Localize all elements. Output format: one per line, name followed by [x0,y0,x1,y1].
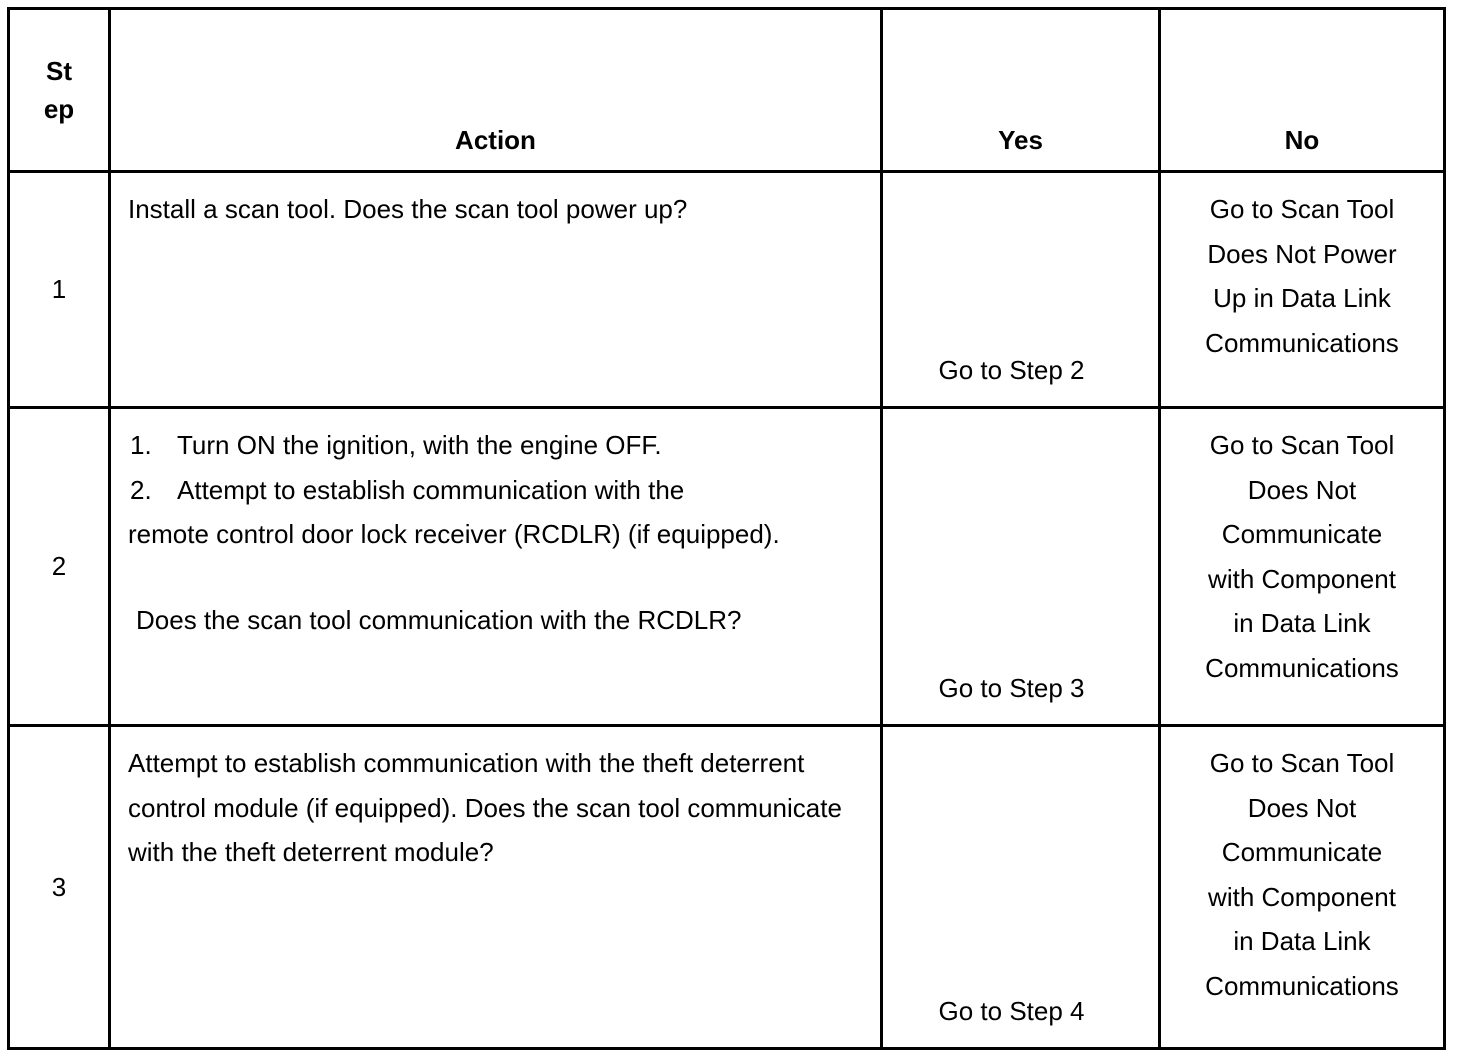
action-text: Install a scan tool. Does the scan tool power up? [128,194,688,224]
diagnostic-table [7,7,1446,1050]
action-cell [110,408,882,726]
no-cell [1160,172,1445,408]
list-text: Attempt to establish communication with the [177,474,685,505]
no-line: Communications [1205,652,1399,683]
yes-cell: Go to Step 3 [882,408,1160,726]
action-question: Does the scan tool communication with the RCDLR? [136,604,742,635]
step-number: 2 [9,408,110,726]
action-continuation: remote control door lock receiver (RCDLR) (if equipped). [128,519,780,549]
header-yes: Yes [882,9,1160,172]
action-text: Attempt to establish communication with the theft deterrent control module (if equipped). Does the scan tool communicate with the theft deterrent module? [128,748,842,867]
no-line: in Data Link [1233,926,1371,956]
no-line: Up in Data Link [1213,283,1391,313]
no-cell [1160,726,1445,1049]
no-line: Does Not Power [1207,238,1397,269]
no-line: Does Not [1247,792,1357,823]
header-action: Action [110,9,882,172]
table-row [9,408,1445,726]
yes-cell: Go to Step 4 [882,726,1160,1049]
no-line: Go to Scan Tool [1209,430,1395,460]
no-line: with Component [1208,563,1396,594]
action-list-item [128,468,866,513]
list-number: 2. [130,474,152,505]
no-line: Communications [1205,327,1399,358]
no-line: Go to Scan Tool [1209,748,1395,778]
header-step [9,9,110,172]
no-line: Communications [1205,970,1399,1001]
header-step-line2: ep [43,94,75,124]
list-text: Turn ON the ignition, with the engine OFF. [177,430,662,460]
no-line: with Component [1208,881,1396,912]
table-row [9,172,1445,408]
spacer [128,557,866,598]
header-step-line1: St [46,56,72,86]
yes-cell: Go to Step 2 [882,172,1160,408]
step-number: 3 [9,726,110,1049]
list-number: 1. [130,430,152,460]
table-row [9,726,1445,1049]
no-line: Communicate [1221,519,1383,549]
no-cell [1160,408,1445,726]
no-line: in Data Link [1233,608,1371,638]
step-number: 1 [9,172,110,408]
action-cell [110,726,882,1049]
header-row [9,9,1445,172]
action-list-item [128,423,866,468]
no-line: Go to Scan Tool [1209,194,1395,224]
no-line: Communicate [1221,837,1383,867]
no-line: Does Not [1247,474,1357,505]
header-no: No [1160,9,1445,172]
action-cell [110,172,882,408]
